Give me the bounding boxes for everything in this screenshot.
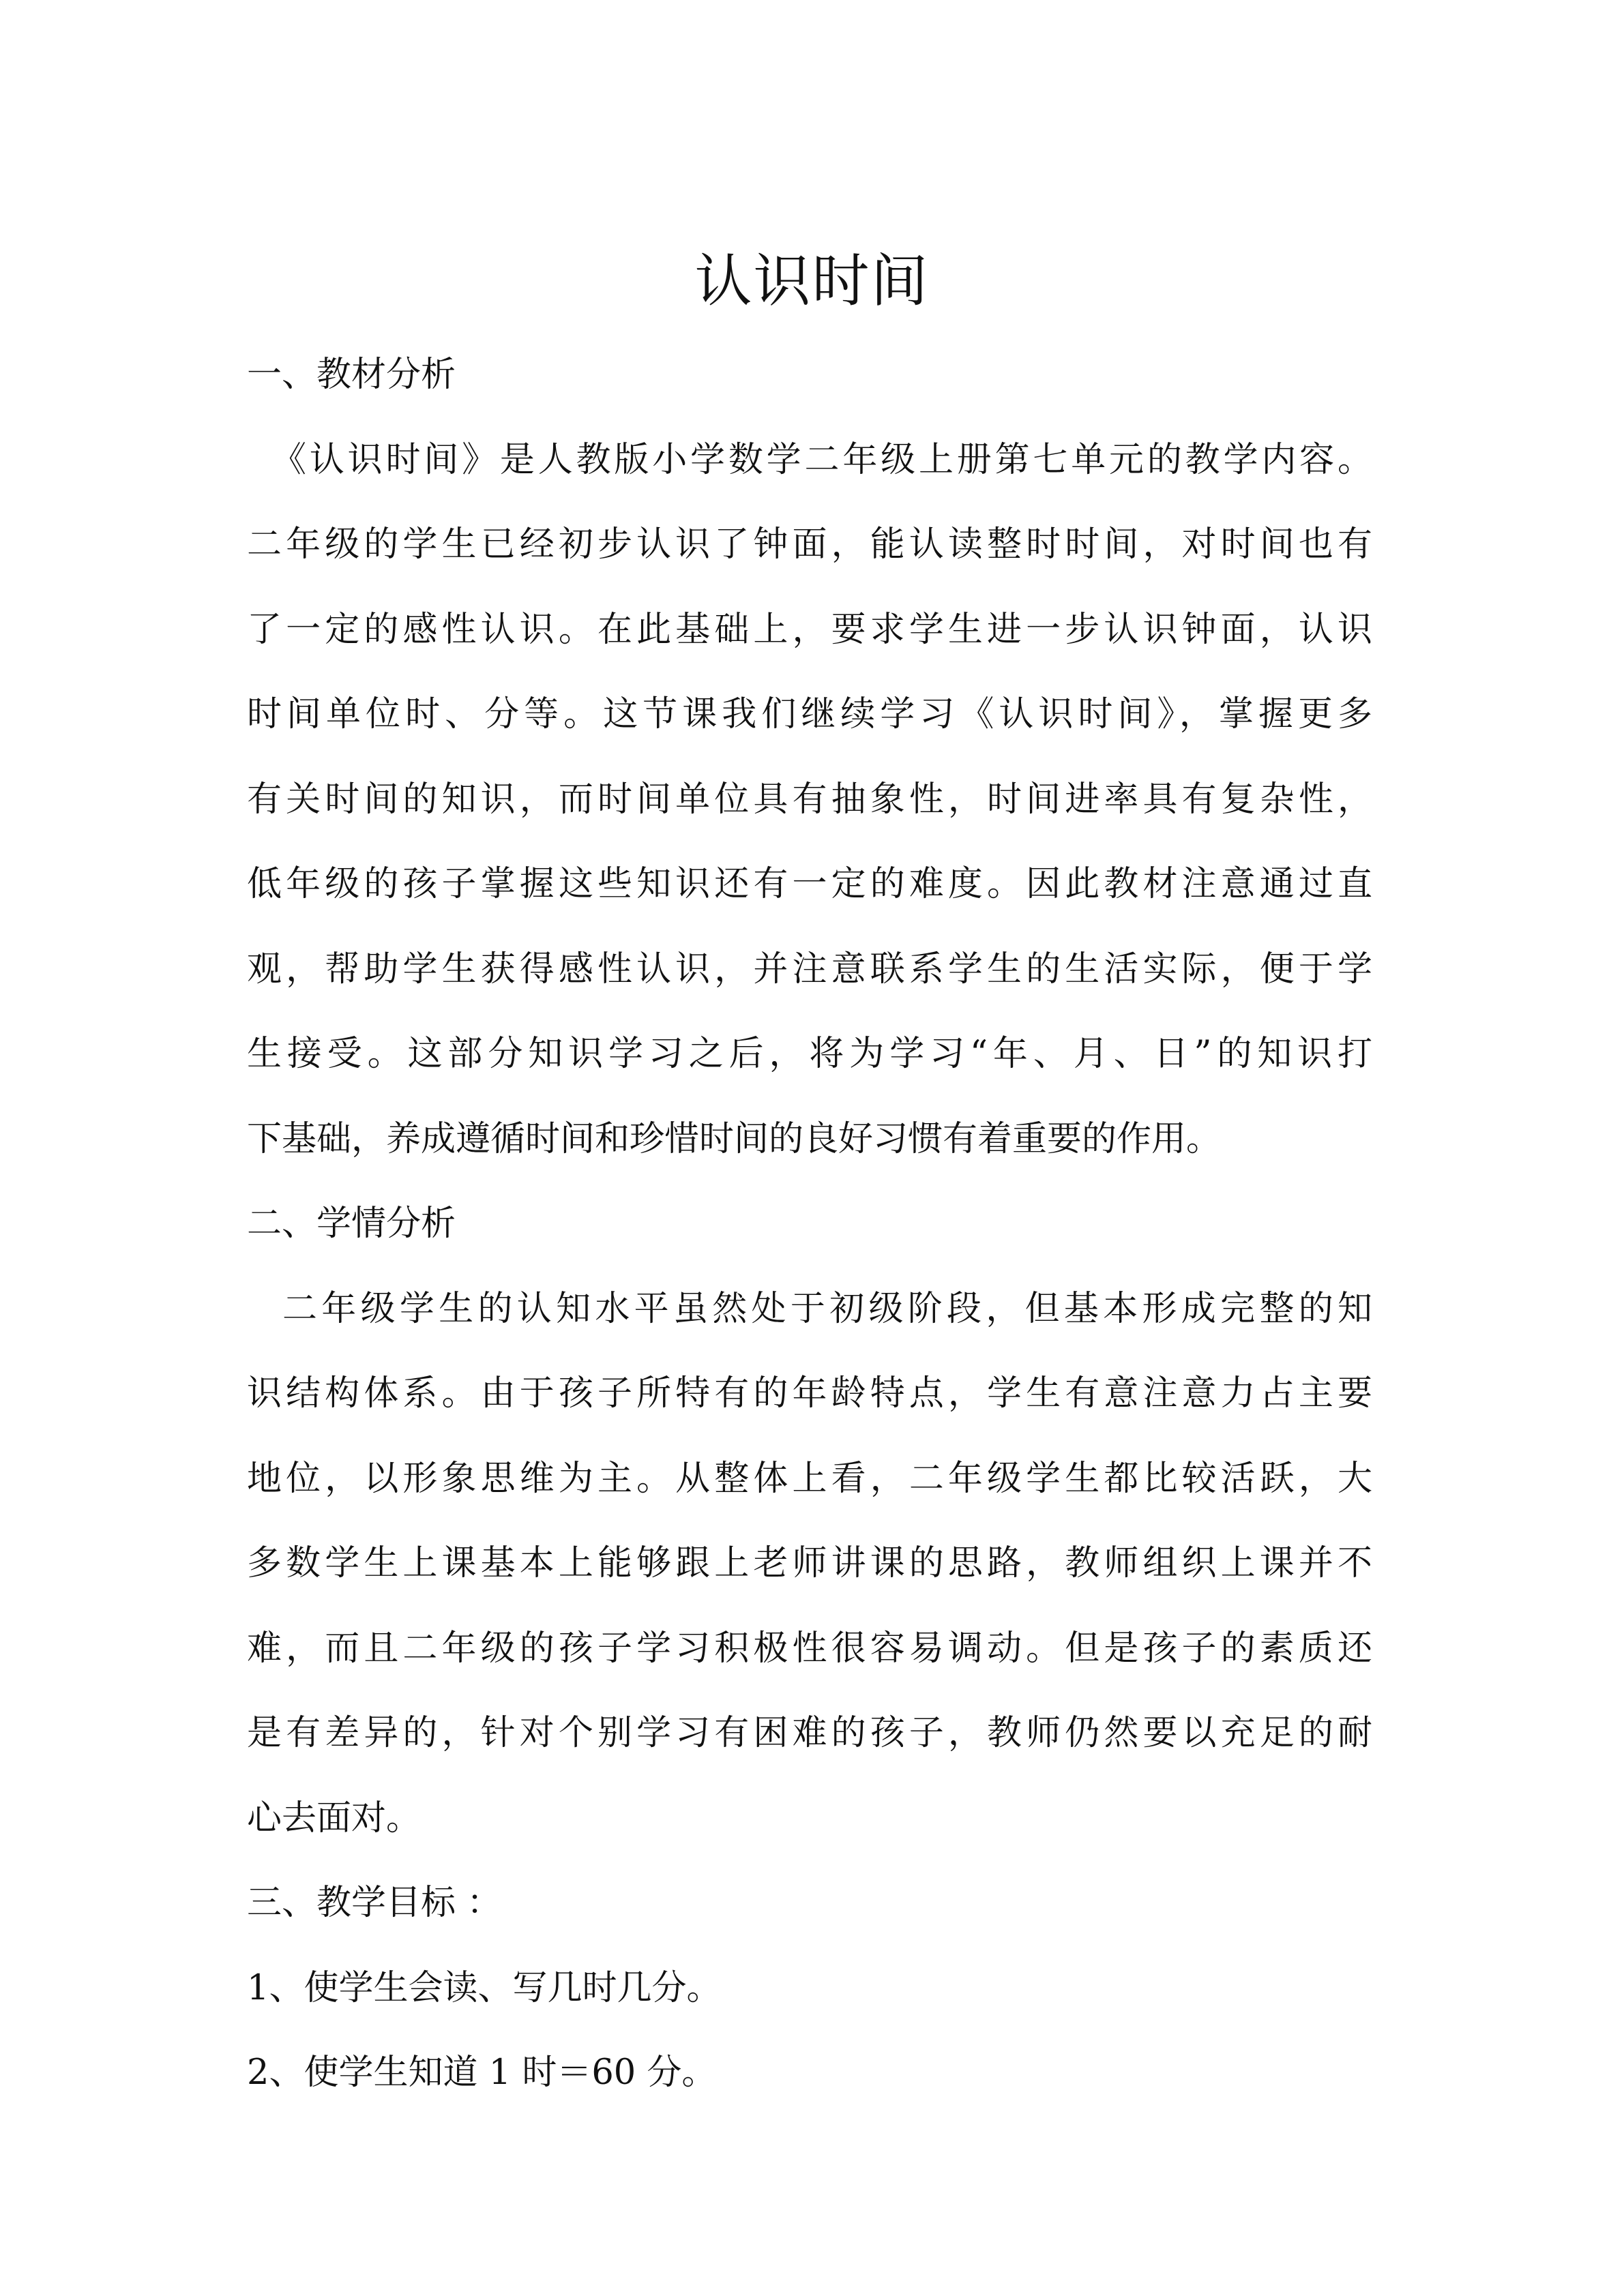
paragraph-line: 识结构体系。由于孩子所特有的年龄特点，学生有意注意力占主要 (247, 1373, 1372, 1414)
paragraph-line: 有关时间的知识，而时间单位具有抽象性，时间进率具有复杂性， (247, 779, 1372, 820)
paragraph-line: 了一定的感性认识。在此基础上，要求学生进一步认识钟面，认识 (247, 609, 1372, 650)
section-heading-materials: 一、教材分析 (247, 355, 456, 395)
objective-item: 2、使学生知道 1 时＝60 分。 (247, 2053, 717, 2093)
paragraph-line: 是有差异的，针对个别学习有困难的孩子，教师仍然要以充足的耐 (247, 1713, 1372, 1753)
paragraph-line: 下基础，养成遵循时间和珍惜时间的良好习惯有着重要的作用。 (247, 1118, 1222, 1159)
paragraph-line: 地位，以形象思维为主。从整体上看，二年级学生都比较活跃，大 (247, 1458, 1372, 1499)
paragraph-line: 心去面对。 (247, 1798, 422, 1838)
paragraph-line: 低年级的孩子掌握这些知识还有一定的难度。因此教材注意通过直 (247, 864, 1372, 904)
paragraph-line: 多数学生上课基本上能够跟上老师讲课的思路，教师组织上课并不 (247, 1543, 1372, 1583)
paragraph-line: 二年级的学生已经初步认识了钟面，能认读整时时间，对时间也有 (247, 524, 1372, 565)
paragraph-line: 难，而且二年级的孩子学习积极性很容易调动。但是孩子的素质还 (247, 1628, 1372, 1669)
document-body (247, 333, 1372, 2116)
paragraph-line: 二年级学生的认知水平虽然处于初级阶段，但基本形成完整的知 (282, 1288, 1372, 1329)
paragraph-line: 观，帮助学生获得感性认识，并注意联系学生的生活实际，便于学 (247, 949, 1372, 989)
paragraph-line: 时间单位时、分等。这节课我们继续学习《认识时间》，掌握更多 (247, 694, 1372, 734)
section-heading-objectives: 三、教学目标 ： (247, 1883, 502, 1923)
objective-item: 1、使学生会读、写几时几分。 (247, 1967, 722, 2008)
paragraph-line: 生接受。这部分知识学习之后，将为学习“年、月、日”的知识打 (247, 1034, 1372, 1074)
document-title: 认识时间 (694, 248, 930, 314)
paragraph-line: 《认识时间》是人教版小学数学二年级上册第七单元的教学内容。 (271, 439, 1372, 480)
section-heading-student-analysis: 二、学情分析 (247, 1204, 456, 1244)
